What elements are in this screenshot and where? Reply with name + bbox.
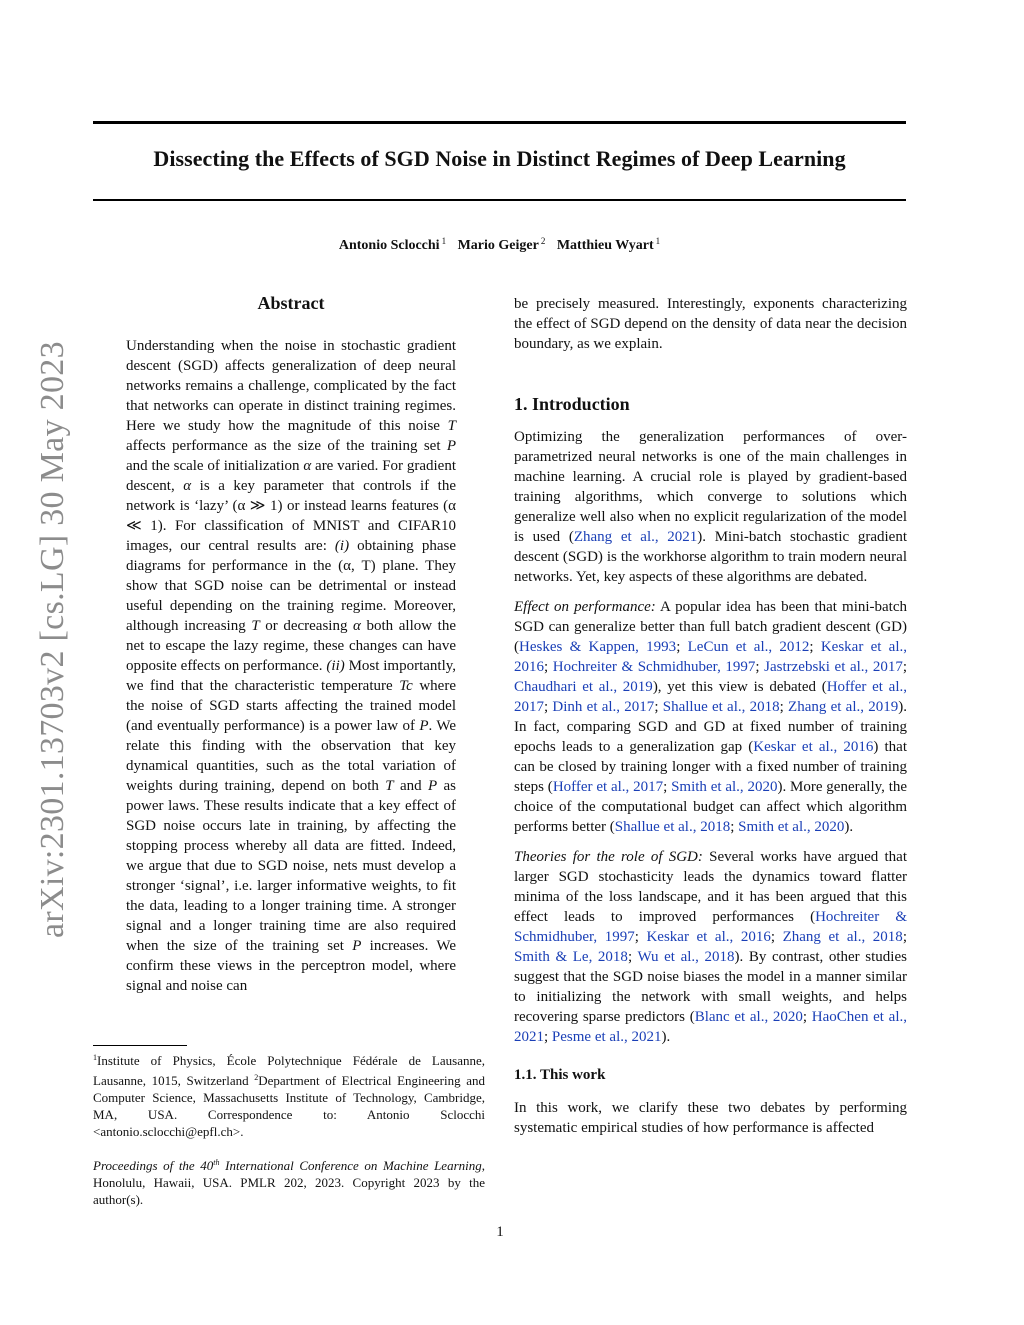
right-column xyxy=(514,294,907,1148)
this-work-heading: 1.1. This work xyxy=(514,1067,606,1083)
this-work-paragraph: In this work, we clarify these two debates by performing systematic empirical studies of how performance is affected xyxy=(514,1100,907,1136)
intro-paragraph-1: Optimizing the generalization performances of over-parametrized neural networks is one of the main challenges in machine learning. A crucial role is played by gradient-based training algorithms, which converge to solutions which generalize well also when no explicit regularization of the model is used (Zhang et al., 2021). Mini-batch stochastic gradient descent (SGD) is the workhorse algorithm to train modern neural networks. Yet, key aspects of these algorithms are debated. xyxy=(514,429,907,585)
citation-link[interactable]: Hoffer et al., 2017 xyxy=(514,679,908,715)
paper-title: Dissecting the Effects of SGD Noise in Distinct Regimes of Deep Learning xyxy=(153,146,846,171)
title-top-rule xyxy=(93,121,906,124)
citation-link[interactable]: Zhang et al., 2018 xyxy=(782,929,903,945)
title-bottom-rule xyxy=(93,199,906,201)
run-in-heading: Theories for the role of SGD: xyxy=(514,849,703,865)
citation-link[interactable]: Keskar et al., 2016 xyxy=(753,739,874,755)
citation-link[interactable]: Wu et al., 2018 xyxy=(637,949,735,965)
left-column xyxy=(126,290,456,996)
intro-paragraph-2: Effect on performance: A popular idea has been that mini-batch SGD can generalize better than full batch gradient descent (GD) (Heskes & Kappen, 1993; LeCun et al., 2012; Keskar et al., 2016; Hochreiter & Schmidhuber, 1997; Jastrzebski et al., 2017; Chaudhari et al., 2019), yet this view is debated (Hoffer et al., 2017; Dinh et al., 2017; Shallue et al., 2018; Zhang et al., 2019). In fact, comparing SGD and GD at fixed number of training epochs leads to a generalization gap (Keskar et al., 2016) that can be closed by training longer with a fixed number of training steps (Hoffer et al., 2017; Smith et al., 2020). More generally, the choice of the computational budget can affect which algorithm performs better (Shallue et al., 2018; Smith et al., 2020). xyxy=(514,599,908,835)
citation-link[interactable]: Zhang et al., 2019 xyxy=(788,699,899,715)
abstract-heading: Abstract xyxy=(257,293,325,313)
citation-link[interactable]: Smith & Le, 2018 xyxy=(514,949,628,965)
citation-link[interactable]: Blanc et al., 2020 xyxy=(694,1009,803,1025)
citation-link[interactable]: Hoffer et al., 2017 xyxy=(552,779,664,795)
abstract-body xyxy=(126,336,456,996)
citation-link[interactable]: LeCun et al., 2012 xyxy=(687,639,810,655)
citation-link[interactable]: Hochreiter & Schmidhuber, 1997 xyxy=(514,909,907,945)
citation-link[interactable]: Hochreiter & Schmidhuber, 1997 xyxy=(552,659,756,675)
author-1: Antonio Sclocchi $^1$ xyxy=(338,236,447,253)
footnote-rule xyxy=(93,1045,187,1046)
citation-link[interactable]: Smith et al., 2020 xyxy=(738,819,845,835)
affiliations-footnote: $^1$Institute of Physics, École Polytechnique Fédérale de Lausanne, Lausanne, 1015, Switzerland $^2$Department of Electrical Engineering and Computer Science, Massachusetts Institute of Technology, Cambridge, MA, USA. Correspondence to: Antonio Sclocchi <antonio.sclocchi@epfl.ch>. xyxy=(93,1053,485,1139)
abstract-paragraph: Understanding when the noise in stochastic gradient descent (SGD) affects generalization of deep neural networks remains a challenge, complicated by the fact that networks can operate in distinct training regimes. Here we study how the magnitude of this noise T affects performance as the size of the training set P and the scale of initialization α are varied. For gradient descent, α is a key parameter that controls if the network is ‘lazy’ (α ≫ 1) or instead learns features (α ≪ 1). For classification of MNIST and CIFAR10 images, our central results are: (i) obtaining phase diagrams for performance in the (α, T) plane. They show that SGD noise can be detrimental or instead useful depending on the training regime. Moreover, although increasing T or decreasing α both allow the net to escape the lazy regime, these changes can have opposite effects on performance. (ii) Most importantly, we find that the characteristic temperature Tc where the noise of SGD starts affecting the trained model (and eventually performance) is a power law of P. We relate this finding with the observation that key dynamical quantities, such as the total variation of weights during training, depend on both T and P as power laws. These results indicate that a key effect of SGD noise occurs late in training, by affecting the stopping process whereby all data are fitted. Indeed, we argue that due to SGD noise, nets must develop a stronger ‘signal’, i.e. larger informative weights, to fit the data, leading to a longer training time. A stronger signal and a longer training time are also required when the size of the training set P increases. We confirm these views in the perceptron model, where signal and noise can xyxy=(126,338,457,994)
proceedings-footnote: Proceedings of the 40th International Conference on Machine Learning, Honolulu, Hawaii, USA. PMLR 202, 2023. Copyright 2023 by the author(s). xyxy=(93,1158,485,1207)
citation-link[interactable]: Zhang et al., 2021 xyxy=(573,529,698,545)
citation-link[interactable]: Shallue et al., 2018 xyxy=(662,699,780,715)
run-in-heading: Effect on performance: xyxy=(514,599,656,615)
citation-link[interactable]: Keskar et al., 2016 xyxy=(514,639,908,675)
intro-paragraph-3: Theories for the role of SGD: Several works have argued that larger SGD stochasticity leads the dynamics toward flatter minima of the loss landscape, and it has been argued that this effect leads to improved performances (Hochreiter & Schmidhuber, 1997; Keskar et al., 2016; Zhang et al., 2018; Smith & Le, 2018; Wu et al., 2018). By contrast, other studies suggest that the SGD noise biases the model in a manner similar to initializing the network with small weights, and helps recovering sparse predictors (Blanc et al., 2020; HaoChen et al., 2021; Pesme et al., 2021). xyxy=(514,849,907,1045)
citation-link[interactable]: HaoChen et al., 2021 xyxy=(514,1009,907,1045)
abstract-continuation: be precisely measured. Interestingly, exponents characterizing the effect of SGD depend on the density of data near the decision boundary, as we explain. xyxy=(514,296,907,352)
author-2: Mario Geiger $^2$ xyxy=(457,236,546,253)
citation-link[interactable]: Chaudhari et al., 2019 xyxy=(514,679,653,695)
citation-link[interactable]: Pesme et al., 2021 xyxy=(551,1029,662,1045)
author-3: Matthieu Wyart $^1$ xyxy=(556,236,661,253)
citation-link[interactable]: Jastrzebski et al., 2017 xyxy=(764,659,903,675)
citation-link[interactable]: Smith et al., 2020 xyxy=(671,779,778,795)
page-number: 1 xyxy=(496,1224,504,1240)
citation-link[interactable]: Heskes & Kappen, 1993 xyxy=(519,639,677,655)
citation-link[interactable]: Dinh et al., 2017 xyxy=(552,699,655,715)
introduction-heading: 1. Introduction xyxy=(514,394,630,414)
citation-link[interactable]: Shallue et al., 2018 xyxy=(614,819,731,835)
arxiv-identifier-stamp: arXiv:2301.13703v2 [cs.LG] 30 May 2023 xyxy=(34,341,71,938)
author-list xyxy=(93,236,906,254)
citation-link[interactable]: Keskar et al., 2016 xyxy=(646,929,771,945)
footnotes xyxy=(93,1049,485,1208)
